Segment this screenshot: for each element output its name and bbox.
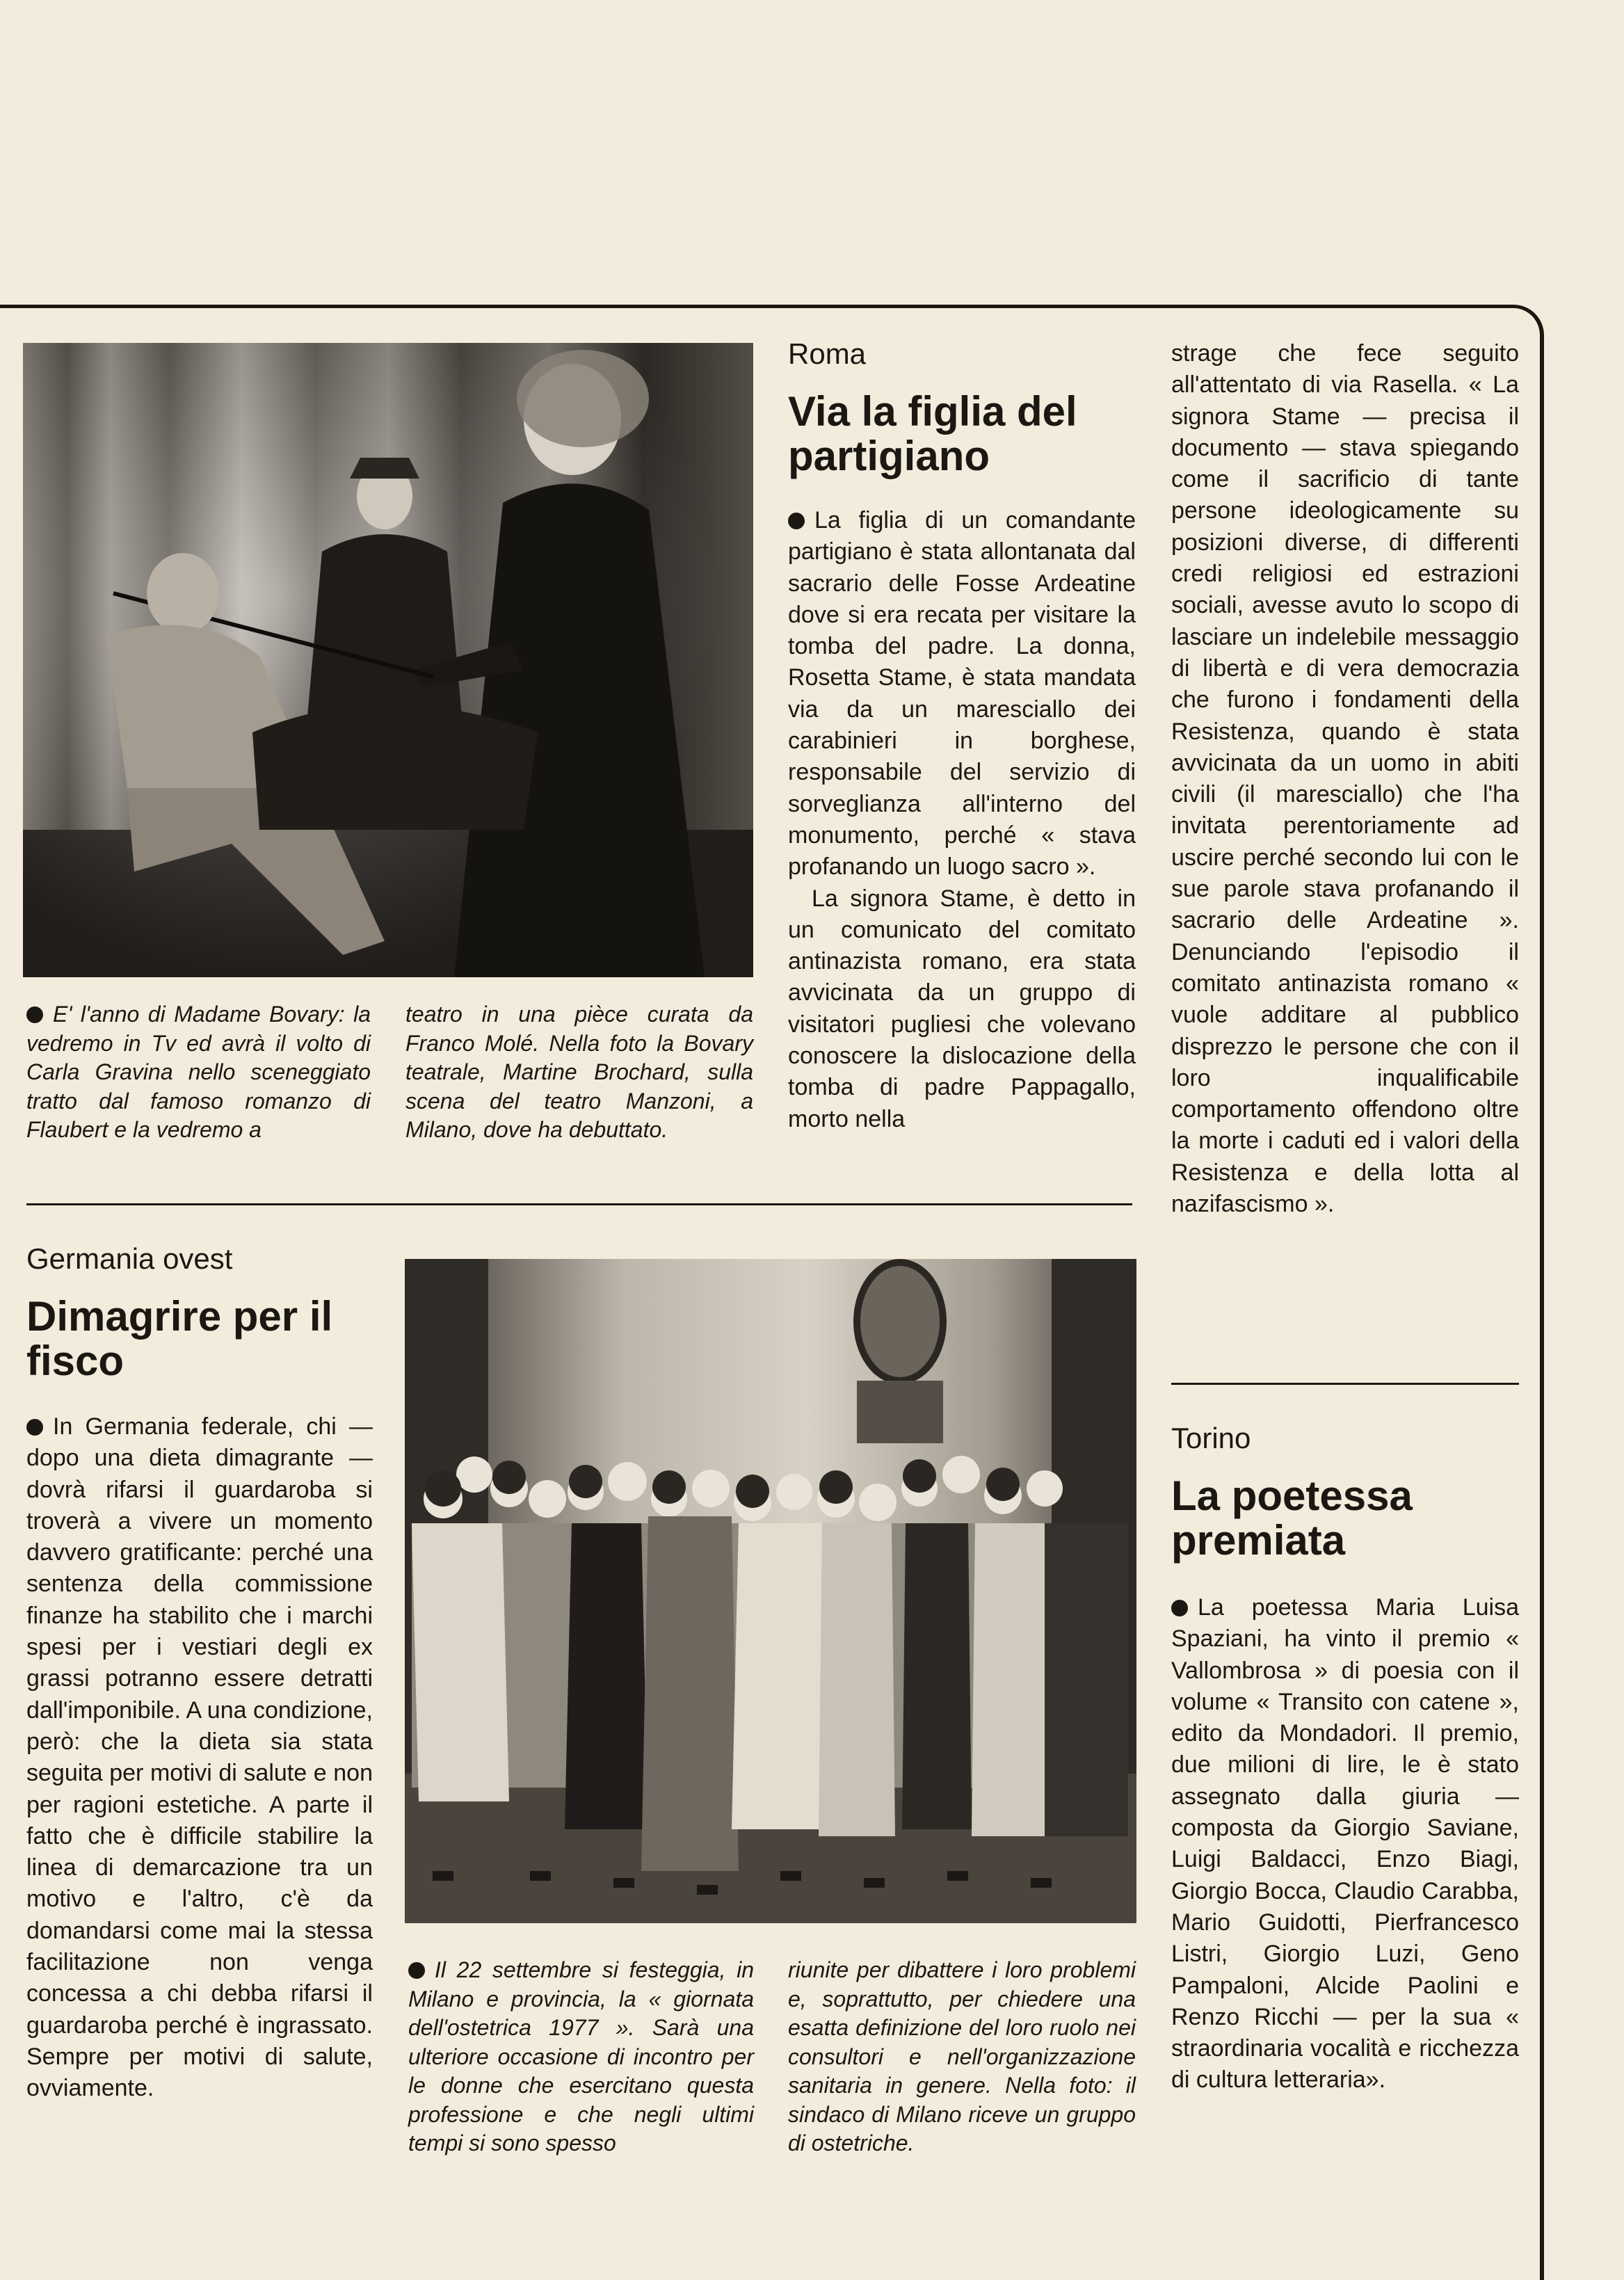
- bullet-icon: [408, 1962, 425, 1979]
- photo-caption-top-col2: teatro in una pièce curata da Franco Molé. Nella foto la Bovary teatrale, Martine Brochard, sulla scena del teatro Manzoni, a Milano, dove ha debuttato.: [405, 1002, 753, 1142]
- article-paragraph: strage che fece seguito all'attentato di via Rasella. « La signora Stame — precisa il documento — stava spiegando come il sacrificio di tante persone ideologicamente su posizioni diverse, di differenti credi religiosi ed estrazioni sociali, avesse avuto lo scopo di lasciare un indelebile messaggio di libertà e di vera democrazia che furono i fondamenti della Resistenza, quando è stata avvicinata da un uomo in abiti civili (il maresciallo) che l'ha invitata perentoriamente ad uscire perché secondo lui con le sue parole stava profanando il sacrario delle Ardeatine ». Denunciando l'episodio il comitato antinazista romano « vuole additare al pubblico disprezzo le persone che con il loro inqualificabile comportamento offendono oltre la morte i caduti ed i valori della Resistenza e della lotta al nazifascismo ».: [1171, 340, 1519, 1218]
- section-label: Germania ovest: [26, 1242, 233, 1275]
- divider-right: [1171, 1383, 1519, 1385]
- article-paragraph: La signora Stame, è detto in un comunicato del comitato antinazista romano, era stata avvicinata da un gruppo di visitatori pugliesi che volevano conoscere la dislocazione della tomba di padre Pappagallo, morto nella: [788, 885, 1136, 1132]
- theatre-photo: [23, 343, 753, 977]
- article-headline: La poetessa premiata: [1171, 1472, 1413, 1564]
- midwives-group-photo: [405, 1259, 1136, 1923]
- photo-caption-bottom-col1: Il 22 settembre si festeggia, in Milano e provincia, la « giornata dell'ostetrica 1977 ». Sarà una ulteriore occasione di incontro per le donne che esercitano questa professione e che negli ultimi tempi si sono spesso: [408, 1957, 754, 2155]
- bullet-icon: [26, 1419, 43, 1436]
- roma-article-continued: [1171, 338, 1519, 1220]
- photo-caption-top-col1: E' l'anno di Madame Bovary: la vedremo in Tv ed avrà il volto di Carla Gravina nello sceneggiato tratto dal famoso romanzo di Flaubert e la vedremo a: [26, 1002, 371, 1142]
- divider-left: [26, 1203, 1132, 1205]
- roma-article: [788, 337, 1136, 1135]
- germania-article: [26, 1242, 373, 2105]
- article-headline: Dimagrire per il fisco: [26, 1293, 333, 1384]
- article-paragraph: In Germania federale, chi — dopo una dieta dimagrante — dovrà rifarsi il guardaroba si troverà a vivere un momento davvero gratificante: perché una sentenza della commissione finanze ha stabilito che i marchi spesi per i vestiari degli ex grassi potranno essere detratti dall'imponibile. A una condizione, però: che la dieta sia stata seguita per motivi di salute e non per ragioni estetiche. A parte il fatto che è difficile stabilire la linea di demarcazione tra un motivo e l'altro, c'è da domandarsi come mai la stessa facilitazione non venga concessa a chi debba rifarsi il guardaroba perché è ingrassato. Sempre per motivi di salute, ovviamente.: [26, 1413, 373, 2102]
- article-headline: Via la figlia del partigiano: [788, 388, 1077, 479]
- article-paragraph: La poetessa Maria Luisa Spaziani, ha vinto il premio « Vallombrosa » di poesia con il volume « Transito con catene », edito da Mondadori. Il premio, due milioni di lire, le è stato assegnato dalla giuria — composta da Giorgio Saviane, Luigi Baldacci, Enzo Biagi, Giorgio Bocca, Claudio Carabba, Mario Guidotti, Pierfrancesco Listri, Giorgio Luzi, Geno Pampaloni, Alcide Paolini e Renzo Ricchi — per la sua « straordinaria vocalità e ricchezza di cultura letteraria».: [1171, 1594, 1519, 2094]
- torino-article: [1171, 1421, 1519, 2096]
- section-label: Roma: [788, 337, 867, 370]
- photo-caption-bottom-col2: riunite per dibattere i loro problemi e, soprattutto, per chiedere una esatta definizione del loro ruolo nei consultori e nell'organizzazione sanitaria in genere. Nella foto: il sindaco di Milano riceve un gruppo di ostetriche.: [788, 1957, 1136, 2155]
- bullet-icon: [788, 513, 805, 529]
- article-paragraph: La figlia di un comandante partigiano è stata allontanata dal sacrario delle Fosse Ardeatine dove si era recata per visitare la tomba del padre. La donna, Rosetta Stame, è stata mandata via da un maresciallo dei carabinieri in borghese, responsabile del servizio di sorveglianza all'interno del monumento, perché « stava profanando un luogo sacro ».: [788, 507, 1136, 881]
- bullet-icon: [1171, 1600, 1188, 1616]
- section-label: Torino: [1171, 1422, 1251, 1454]
- bullet-icon: [26, 1006, 43, 1023]
